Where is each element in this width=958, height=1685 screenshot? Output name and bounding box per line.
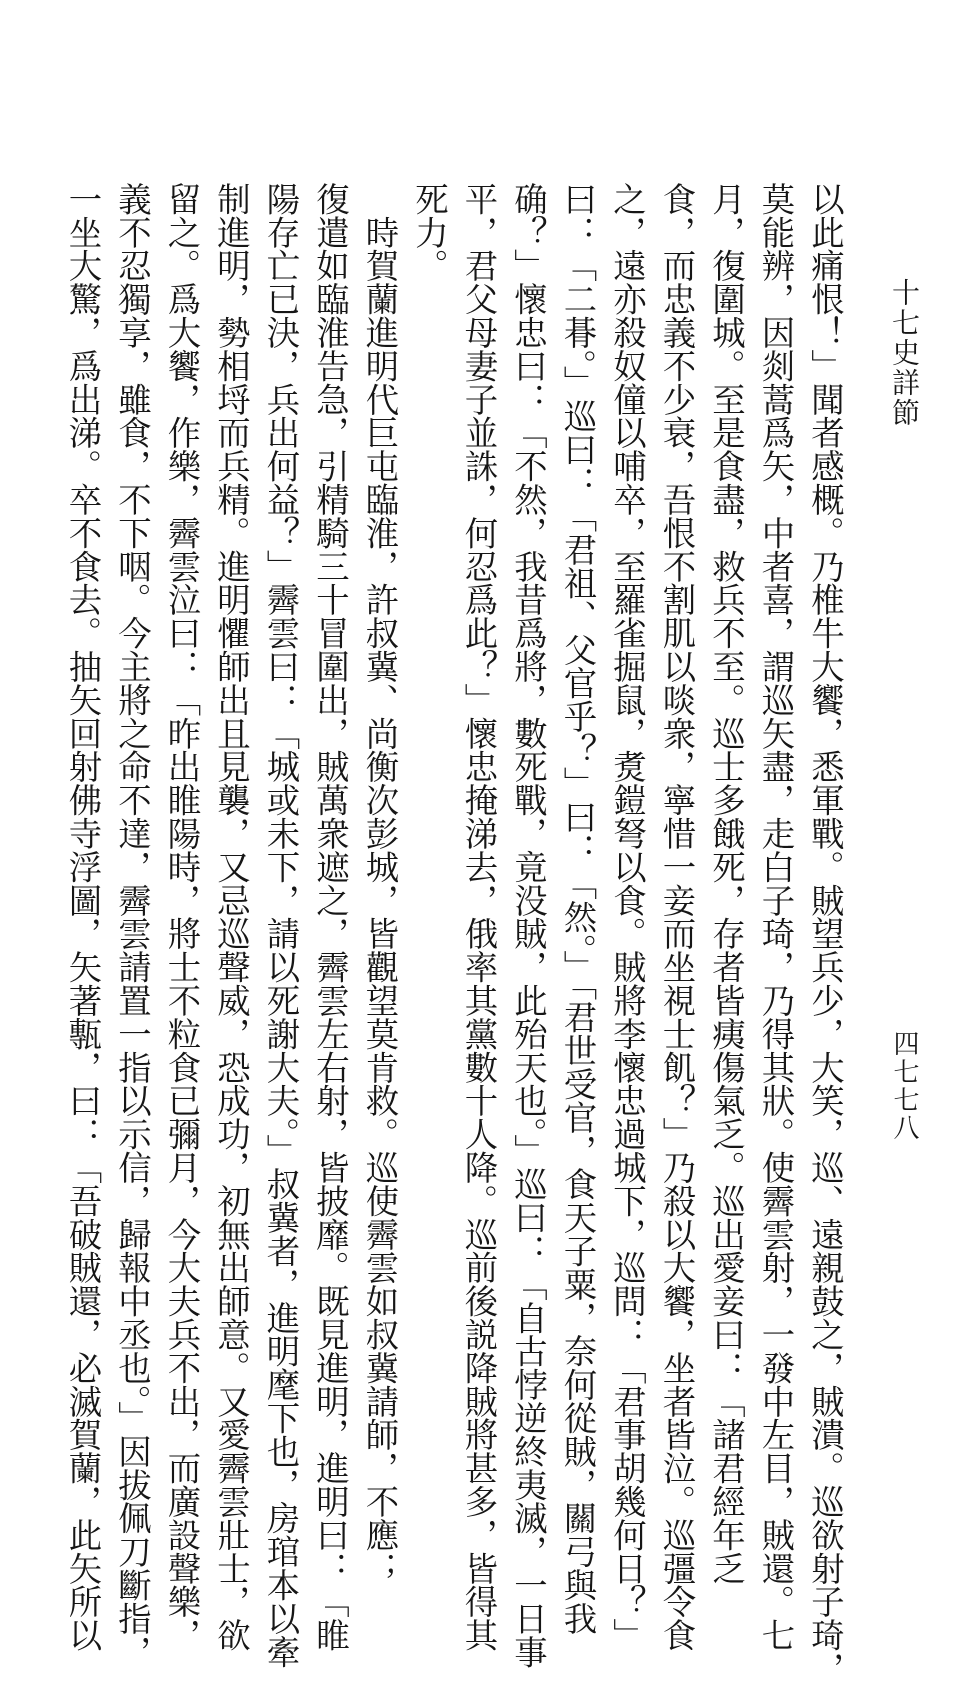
text-column: 平，君父母妻子並誅，何忍爲此？」懷忠掩涕去，俄率其黨數十人降。巡前後説降賊將甚多，皆得其 bbox=[459, 182, 499, 1652]
text-column: 制進明，勢相埒而兵精。進明懼師出且見襲，又忌巡聲威，恐成功，初無出師意。又愛霽雲壯士，欲 bbox=[212, 182, 251, 1652]
body-text bbox=[63, 182, 850, 1685]
text-column: 時賀蘭進明代巨屯臨淮，許叔冀、尚衡次彭城，皆觀望莫肯救。巡使霽雲如叔冀請師，不應； bbox=[360, 182, 400, 1585]
page-number: 四七七八 bbox=[889, 1030, 919, 1142]
text-column: 留之。爲大饗，作樂，霽雲泣曰：「昨出睢陽時，將士不粒食已彌月，今大夫兵不出，而廣設聲樂， bbox=[162, 182, 202, 1652]
text-column: 之，遠亦殺奴僮以哺卒，至羅雀掘鼠，煑鎧弩以食。賊將李懷忠過城下，巡問：「君事胡幾何日？」 bbox=[608, 182, 647, 1652]
running-title: 十七史詳節 bbox=[888, 278, 921, 428]
text-column: 義不忍獨享，雖食，不下咽。今主將之命不達，霽雲請置一指以示信，歸報中丞也。」因拔佩刀斷指， bbox=[113, 182, 152, 1669]
text-column: 復遣如臨淮告急，引精騎三十冒圍出，賊萬衆遮之，霽雲左右射，皆披靡。既見進明，進明曰：「睢 bbox=[311, 182, 350, 1652]
text-column: 一坐大驚，爲出涕。卒不食去。抽矢回射佛寺浮圖，矢著甎，曰：「吾破賊還，必滅賀蘭，此矢所以 bbox=[63, 182, 103, 1652]
text-column: 陽存亡已決，兵出何益？」霽雲曰：「城或未下，請以死謝大夫。」叔冀者，進明麾下也，房琯本以牽 bbox=[261, 182, 301, 1669]
text-column: 曰：「二朞。」巡曰：「君祖、父官乎？」曰：「然。」「君世受官，食天子粟，奈何從賊，關弓與我 bbox=[558, 182, 598, 1635]
text-column: 月，復圍城。至是食盡，救兵不至。巡士多餓死，存者皆痍傷氣乏。巡出愛妾曰：「諸君經年乏 bbox=[707, 182, 746, 1585]
text-column: 以此痛恨！」聞者感概。乃椎牛大饗，悉軍戰。賊望兵少，大笑，巡、遠親鼓之，賊潰。巡欲射子琦， bbox=[806, 182, 845, 1685]
text-column: 莫能辨，因剡蒿爲矢，中者喜，謂巡矢盡，走白子琦，乃得其狀。使霽雲射，一發中左目，賊還。七 bbox=[756, 182, 796, 1652]
text-column: 确？」懷忠曰：「不然，我昔爲將，數死戰，竟没賊，此殆天也。」巡曰：「自古悖逆終夷滅，一日事 bbox=[509, 182, 548, 1669]
text-column: 死力。 bbox=[410, 182, 449, 283]
text-column: 食，而忠義不少衰，吾恨不割肌以啖衆，寧惜一妾而坐視士飢？」乃殺以大饗，坐者皆泣。巡彊令食 bbox=[657, 182, 697, 1652]
